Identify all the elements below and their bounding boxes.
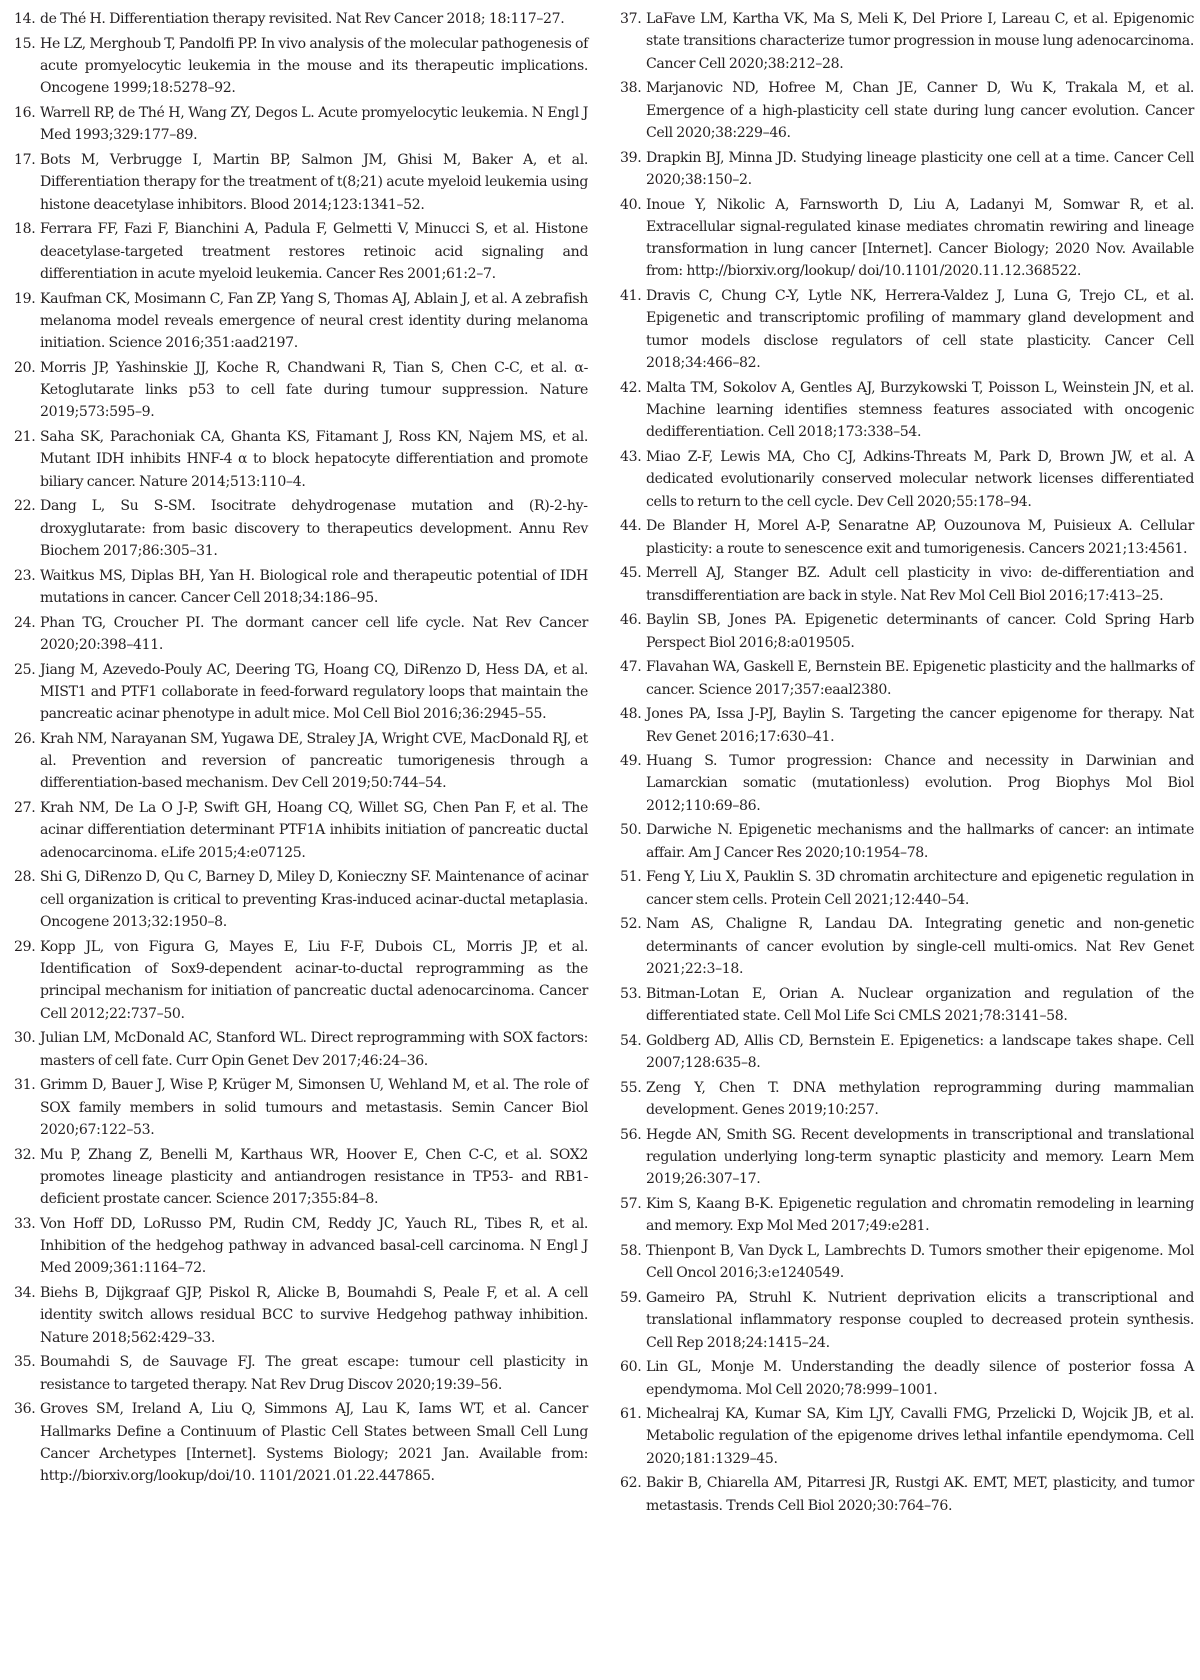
reference-text: Flavahan WA, Gaskell E, Bernstein BE. Epigenetic plasticity and the hallmarks of cancer. Science 2017;357:eaal2380.: [646, 659, 1194, 698]
reference-number: 51.: [620, 869, 642, 886]
reference-number: 22.: [14, 498, 36, 515]
reference-entry: [14, 1282, 588, 1349]
reference-entry: [14, 1074, 588, 1141]
reference-number: 14.: [14, 11, 36, 27]
reference-text: de Thé H. Differentiation therapy revisited. Nat Rev Cancer 2018; 18:117–27.: [40, 11, 565, 27]
reference-text: Marjanovic ND, Hofree M, Chan JE, Canner D, Wu K, Trakala M, et al. Emergence of a high-plasticity cell state during lung cancer evolution. Cancer Cell 2020;38:229–46.: [646, 80, 1194, 141]
reference-number: 20.: [14, 359, 36, 376]
reference-number: 62.: [620, 1475, 642, 1492]
reference-number: 25.: [14, 661, 36, 678]
reference-entry: [620, 750, 1194, 817]
reference-text: Malta TM, Sokolov A, Gentles AJ, Burzykowski T, Poisson L, Weinstein JN, et al. Machine learning identifies stemness features associated with oncogenic dedifferentiation. Cell 2018;173:338–54.: [646, 379, 1194, 441]
reference-entry: [620, 194, 1194, 283]
reference-number: 43.: [620, 448, 642, 465]
reference-number: 38.: [620, 80, 642, 97]
reference-text: Kaufman CK, Mosimann C, Fan ZP, Yang S, Thomas AJ, Ablain J, et al. A zebrafish melanoma model reveals emergence of neural crest identity during melanoma initiation. Science 2016;351:aad2197.: [40, 290, 588, 352]
reference-number: 26.: [14, 730, 36, 747]
reference-text: Saha SK, Parachoniak CA, Ghanta KS, Fitamant J, Ross KN, Najem MS, et al. Mutant IDH inhibits HNF-4 α to block hepatocyte differentiation and promote biliary cancer. Nature 2014;513:110–4.: [40, 429, 588, 490]
reference-entry: [620, 377, 1194, 444]
reference-entry: [620, 1287, 1194, 1354]
reference-entry: [620, 147, 1194, 192]
reference-text: Grimm D, Bauer J, Wise P, Krüger M, Simonsen U, Wehland M, et al. The role of SOX family members in solid tumours and metastasis. Semin Cancer Biol 2020;67:122–53.: [40, 1077, 588, 1138]
reference-text: Ferrara FF, Fazi F, Bianchini A, Padula F, Gelmetti V, Minucci S, et al. Histone deacetylase-targeted treatment restores retinoic acid signaling and differentiation in acute myeloid leukemia. Cancer Res 2001;61:2–7.: [40, 221, 588, 282]
reference-entry: [620, 703, 1194, 748]
reference-entry: [620, 1193, 1194, 1238]
reference-number: 19.: [14, 290, 36, 307]
reference-entry: [14, 1351, 588, 1396]
reference-text: Darwiche N. Epigenetic mechanisms and the hallmarks of cancer: an intimate affair. Am J Cancer Res 2020;10:1954–78.: [646, 822, 1194, 861]
reference-number: 53.: [620, 985, 642, 1002]
reference-number: 24.: [14, 614, 36, 631]
reference-entry: [14, 797, 588, 864]
reference-number: 55.: [620, 1079, 642, 1096]
reference-number: 30.: [14, 1030, 36, 1047]
reference-text: Mu P, Zhang Z, Benelli M, Karthaus WR, Hoover E, Chen C-C, et al. SOX2 promotes lineage plasticity and antiandrogen resistance in TP53- and RB1-deficient prostate cancer. Science 2017;355:84–8.: [40, 1146, 588, 1208]
reference-entry: [620, 1356, 1194, 1401]
reference-text: Shi G, DiRenzo D, Qu C, Barney D, Miley D, Konieczny SF. Maintenance of acinar cell organization is critical to preventing Kras-induced acinar-ductal metaplasia. Oncogene 2013;32:1950–8.: [40, 869, 588, 931]
reference-text: Merrell AJ, Stanger BZ. Adult cell plasticity in vivo: de-differentiation and transdifferentiation are back in style. Nat Rev Mol Cell Biol 2016;17:413–25.: [646, 565, 1194, 604]
reference-text: Gameiro PA, Struhl K. Nutrient deprivation elicits a transcriptional and translational inflammatory response coupled to decreased protein synthesis. Cell Rep 2018;24:1415–24.: [646, 1289, 1194, 1351]
reference-entry: [620, 1077, 1194, 1122]
reference-text: Julian LM, McDonald AC, Stanford WL. Direct reprogramming with SOX factors: masters of cell fate. Curr Opin Genet Dev 2017;46:24–36.: [40, 1030, 588, 1069]
reference-number: 33.: [14, 1215, 36, 1232]
reference-entry: [620, 1472, 1194, 1517]
reference-text: Thienpont B, Van Dyck L, Lambrechts D. Tumors smother their epigenome. Mol Cell Oncol 2016;3:e1240549.: [646, 1242, 1194, 1282]
reference-text: Bots M, Verbrugge I, Martin BP, Salmon JM, Ghisi M, Baker A, et al. Differentiation therapy for the treatment of t(8;21) acute myeloid leukemia using histone deacetylase inhibitors. Blood 2014;123:1341–52.: [40, 151, 588, 213]
reference-number: 37.: [620, 11, 642, 27]
reference-entry: [620, 77, 1194, 144]
reference-entry: [620, 446, 1194, 513]
reference-text: Huang S. Tumor progression: Chance and necessity in Darwinian and Lamarckian somatic (mutationless) evolution. Prog Biophys Mol Biol 2012;110:69–86.: [646, 753, 1194, 814]
reference-text: He LZ, Merghoub T, Pandolfi PP. In vivo analysis of the molecular pathogenesis of acute promyelocytic leukemia in the mouse and its therapeutic implications. Oncogene 1999;18:5278–92.: [40, 35, 588, 97]
reference-entry: [14, 426, 588, 493]
reference-number: 44.: [620, 518, 642, 535]
reference-entry: [14, 218, 588, 285]
reference-entry: [620, 866, 1194, 911]
reference-number: 46.: [620, 612, 642, 629]
reference-number: 45.: [620, 565, 642, 582]
reference-entry: [620, 1403, 1194, 1470]
reference-entry: [620, 1124, 1194, 1191]
reference-entry: [14, 612, 588, 657]
reference-entry: [620, 609, 1194, 654]
reference-number: 57.: [620, 1195, 642, 1212]
reference-entry: [14, 728, 588, 795]
references-column-left: [14, 8, 588, 1490]
reference-entry: [620, 983, 1194, 1028]
reference-text: Krah NM, De La O J-P, Swift GH, Hoang CQ, Willet SG, Chen Pan F, et al. The acinar differentiation determinant PTF1A inhibits initiation of pancreatic ductal adenocarcinoma. eLife 2015;4:e07125.: [40, 800, 588, 861]
reference-entry: [620, 913, 1194, 980]
reference-entry: [14, 936, 588, 1025]
reference-entry: [14, 565, 588, 610]
reference-text: Phan TG, Croucher PI. The dormant cancer cell life cycle. Nat Rev Cancer 2020;20:398–411.: [40, 614, 588, 653]
reference-text: Hegde AN, Smith SG. Recent developments in transcriptional and translational regulation underlying long-term synaptic plasticity and memory. Learn Mem 2019;26:307–17.: [646, 1126, 1194, 1188]
reference-number: 32.: [14, 1146, 36, 1163]
reference-entry: [620, 8, 1194, 75]
reference-entry: [620, 656, 1194, 701]
reference-text: Drapkin BJ, Minna JD. Studying lineage plasticity one cell at a time. Cancer Cell 2020;38:150–2.: [646, 149, 1194, 188]
reference-number: 39.: [620, 149, 642, 166]
reference-text: Zeng Y, Chen T. DNA methylation reprogramming during mammalian development. Genes 2019;10:257.: [646, 1079, 1194, 1118]
reference-number: 28.: [14, 869, 36, 886]
reference-entry: [620, 1240, 1194, 1285]
reference-number: 27.: [14, 800, 36, 817]
reference-text: Goldberg AD, Allis CD, Bernstein E. Epigenetics: a landscape takes shape. Cell 2007;128:635–8.: [646, 1032, 1194, 1071]
reference-number: 35.: [14, 1354, 36, 1371]
reference-text: Dravis C, Chung C-Y, Lytle NK, Herrera-Valdez J, Luna G, Trejo CL, et al. Epigenetic and transcriptomic profiling of mammary gland development and tumor models disclose regulators of cell state plasticity. Cancer Cell 2018;34:466–82.: [646, 288, 1194, 372]
reference-entry: [14, 102, 588, 147]
reference-number: 47.: [620, 659, 642, 676]
reference-entry: [14, 288, 588, 355]
reference-entry: [620, 285, 1194, 374]
reference-number: 15.: [14, 35, 36, 52]
reference-number: 54.: [620, 1032, 642, 1049]
reference-number: 41.: [620, 288, 642, 305]
reference-entry: [14, 659, 588, 726]
reference-number: 36.: [14, 1401, 36, 1418]
reference-number: 23.: [14, 567, 36, 584]
reference-text: Groves SM, Ireland A, Liu Q, Simmons AJ, Lau K, Iams WT, et al. Cancer Hallmarks Define a Continuum of Plastic Cell States between Small Cell Lung Cancer Archetypes [Internet]. Systems Biology; 2021 Jan. Available from: http://biorxiv.org/lookup/doi/10. 1101/2021.01.22.447865.: [40, 1401, 588, 1485]
reference-entry: [620, 562, 1194, 607]
reference-entry: [14, 1213, 588, 1280]
reference-entry: [620, 515, 1194, 560]
reference-number: 17.: [14, 151, 36, 168]
reference-text: Warrell RP, de Thé H, Wang ZY, Degos L. Acute promyelocytic leukemia. N Engl J Med 1993;329:177–89.: [40, 104, 588, 144]
reference-entry: [620, 1030, 1194, 1075]
reference-text: Von Hoff DD, LoRusso PM, Rudin CM, Reddy JC, Yauch RL, Tibes R, et al. Inhibition of the hedgehog pathway in advanced basal-cell carcinoma. N Engl J Med 2009;361:1164–72.: [40, 1215, 588, 1277]
reference-text: Lin GL, Monje M. Understanding the deadly silence of posterior fossa A ependymoma. Mol Cell 2020;78:999–1001.: [646, 1359, 1194, 1398]
reference-text: Dang L, Su S-SM. Isocitrate dehydrogenase mutation and (R)-2-hydroxyglutarate: from basic discovery to therapeutics development. Annu Rev Biochem 2017;86:305–31.: [40, 498, 588, 559]
reference-number: 16.: [14, 104, 36, 121]
references-column-right: [620, 8, 1194, 1519]
reference-text: Michealraj KA, Kumar SA, Kim LJY, Cavalli FMG, Przelicki D, Wojcik JB, et al. Metabolic regulation of the epigenome drives lethal infantile ependymoma. Cell 2020;181:1329–45.: [646, 1406, 1194, 1467]
reference-entry: [14, 866, 588, 933]
reference-entry: [14, 33, 588, 100]
reference-number: 29.: [14, 938, 36, 955]
reference-number: 48.: [620, 706, 642, 723]
reference-number: 60.: [620, 1359, 642, 1376]
reference-entry: [14, 357, 588, 424]
reference-text: Kim S, Kaang B-K. Epigenetic regulation and chromatin remodeling in learning and memory. Exp Mol Med 2017;49:e281.: [646, 1195, 1194, 1235]
reference-number: 49.: [620, 753, 642, 770]
reference-entry: [14, 8, 588, 30]
reference-entry: [14, 495, 588, 562]
reference-text: Biehs B, Dijkgraaf GJP, Piskol R, Alicke B, Boumahdi S, Peale F, et al. A cell identity switch allows residual BCC to survive Hedgehog pathway inhibition. Nature 2018;562:429–33.: [40, 1285, 588, 1346]
reference-number: 52.: [620, 916, 642, 933]
reference-text: Jiang M, Azevedo-Pouly AC, Deering TG, Hoang CQ, DiRenzo D, Hess DA, et al. MIST1 and PTF1 collaborate in feed-forward regulatory loops that maintain the pancreatic acinar phenotype in adult mice. Mol Cell Biol 2016;36:2945–55.: [40, 661, 588, 723]
reference-entry: [14, 149, 588, 216]
reference-number: 50.: [620, 822, 642, 839]
reference-number: 34.: [14, 1285, 36, 1302]
reference-number: 31.: [14, 1077, 36, 1094]
reference-text: Bakir B, Chiarella AM, Pitarresi JR, Rustgi AK. EMT, MET, plasticity, and tumor metastasis. Trends Cell Biol 2020;30:764–76.: [646, 1475, 1194, 1514]
reference-number: 61.: [620, 1406, 642, 1423]
reference-text: Waitkus MS, Diplas BH, Yan H. Biological role and therapeutic potential of IDH mutations in cancer. Cancer Cell 2018;34:186–95.: [40, 567, 588, 606]
reference-text: Inoue Y, Nikolic A, Farnsworth D, Liu A, Ladanyi M, Somwar R, et al. Extracellular signal-regulated kinase mediates chromatin rewiring and lineage transformation in lung cancer [Internet]. Cancer Biology; 2020 Nov. Available from: http://biorxiv.org/lookup/ doi/10.1101/2020.11.12.368522.: [646, 196, 1194, 280]
reference-number: 40.: [620, 196, 642, 213]
reference-text: Jones PA, Issa J-PJ, Baylin S. Targeting the cancer epigenome for therapy. Nat Rev Genet 2016;17:630–41.: [646, 706, 1194, 745]
reference-text: Morris JP, Yashinskie JJ, Koche R, Chandwani R, Tian S, Chen C-C, et al. α-Ketoglutarate links p53 to cell fate during tumour suppression. Nature 2019;573:595–9.: [40, 359, 588, 421]
reference-number: 21.: [14, 429, 36, 446]
reference-text: Krah NM, Narayanan SM, Yugawa DE, Straley JA, Wright CVE, MacDonald RJ, et al. Prevention and reversion of pancreatic tumorigenesis through a differentiation-based mechanism. Dev Cell 2019;50:744–54.: [40, 730, 588, 792]
reference-text: LaFave LM, Kartha VK, Ma S, Meli K, Del Priore I, Lareau C, et al. Epigenomic state transitions characterize tumor progression in mouse lung adenocarcinoma. Cancer Cell 2020;38:212–28.: [646, 11, 1194, 72]
reference-text: Baylin SB, Jones PA. Epigenetic determinants of cancer. Cold Spring Harb Perspect Biol 2016;8:a019505.: [646, 612, 1194, 651]
reference-number: 58.: [620, 1242, 642, 1259]
reference-text: Bitman-Lotan E, Orian A. Nuclear organization and regulation of the differentiated state. Cell Mol Life Sci CMLS 2021;78:3141–58.: [646, 985, 1194, 1025]
reference-text: Feng Y, Liu X, Pauklin S. 3D chromatin architecture and epigenetic regulation in cancer stem cells. Protein Cell 2021;12:440–54.: [646, 869, 1194, 908]
reference-entry: [14, 1398, 588, 1487]
reference-text: Kopp JL, von Figura G, Mayes E, Liu F-F, Dubois CL, Morris JP, et al. Identification of Sox9-dependent acinar-to-ductal reprogramming as the principal mechanism for initiation of pancreatic ductal adenocarcinoma. Cancer Cell 2012;22:737–50.: [40, 938, 588, 1022]
reference-number: 42.: [620, 379, 642, 396]
reference-number: 59.: [620, 1289, 642, 1306]
reference-number: 18.: [14, 221, 36, 238]
reference-number: 56.: [620, 1126, 642, 1143]
reference-text: Nam AS, Chaligne R, Landau DA. Integrating genetic and non-genetic determinants of cancer evolution by single-cell multi-omics. Nat Rev Genet 2021;22:3–18.: [646, 916, 1194, 978]
reference-text: De Blander H, Morel A-P, Senaratne AP, Ouzounova M, Puisieux A. Cellular plasticity: a route to senescence exit and tumorigenesis. Cancers 2021;13:4561.: [646, 518, 1194, 557]
reference-text: Miao Z-F, Lewis MA, Cho CJ, Adkins-Threats M, Park D, Brown JW, et al. A dedicated evolutionarily conserved molecular network licenses differentiated cells to return to the cell cycle. Dev Cell 2020;55:178–94.: [646, 448, 1194, 510]
reference-entry: [620, 819, 1194, 864]
reference-entry: [14, 1027, 588, 1072]
reference-text: Boumahdi S, de Sauvage FJ. The great escape: tumour cell plasticity in resistance to targeted therapy. Nat Rev Drug Discov 2020;19:39–56.: [40, 1354, 588, 1393]
reference-entry: [14, 1144, 588, 1211]
